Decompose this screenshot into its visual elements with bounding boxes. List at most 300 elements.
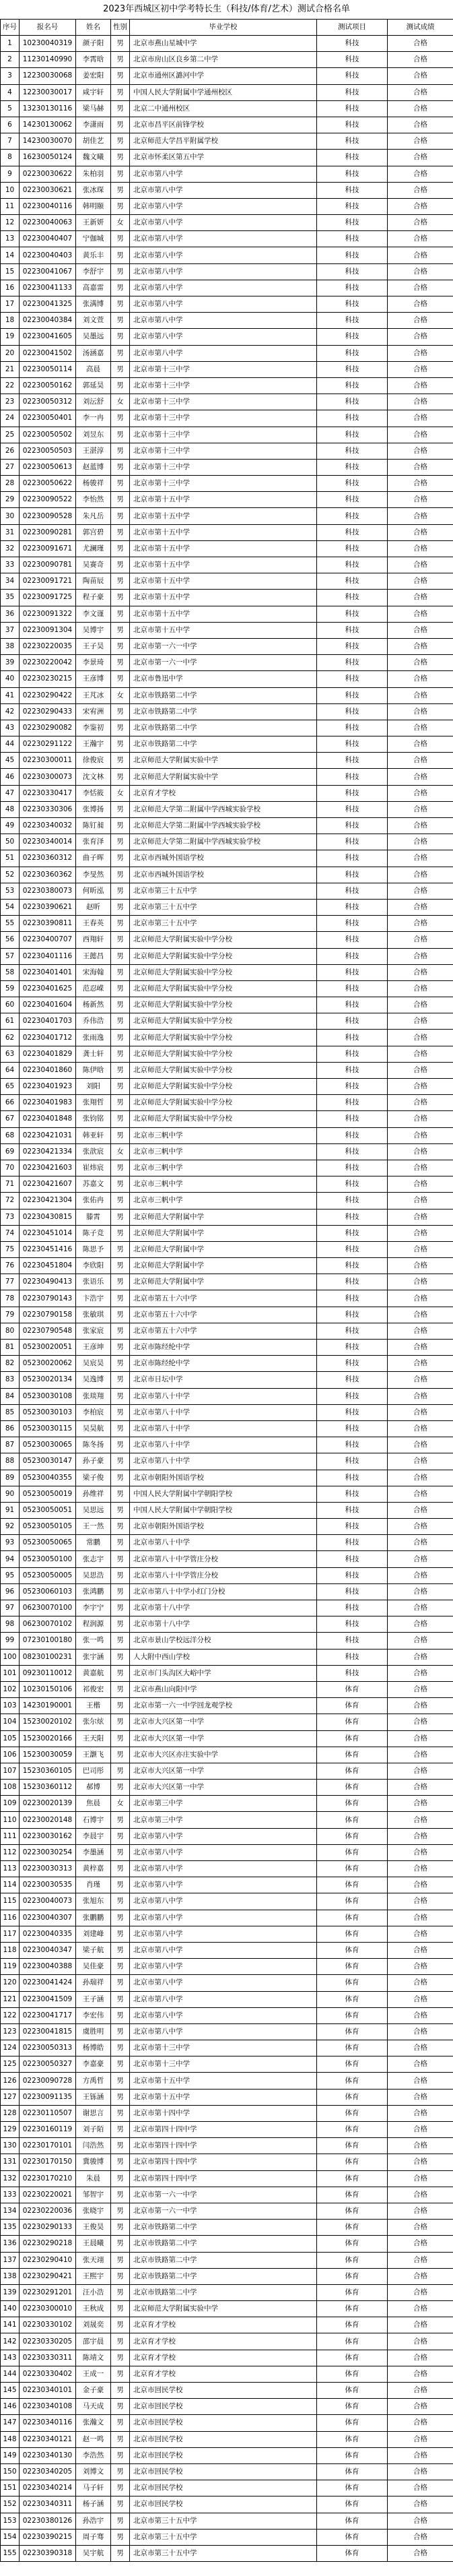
cell-result: 合格 — [388, 1600, 453, 1616]
table-row — [1, 427, 453, 443]
cell-gender: 男 — [111, 1160, 130, 1176]
cell-gender: 男 — [111, 1420, 130, 1437]
cell-result: 合格 — [388, 263, 453, 280]
cell-school: 北京市第三中学 — [130, 1812, 317, 1828]
table-row — [1, 1714, 453, 1730]
cell-test-item: 科技 — [317, 573, 388, 590]
table-row — [1, 117, 453, 133]
cell-gender: 男 — [111, 2187, 130, 2203]
cell-gender: 男 — [111, 2007, 130, 2023]
cell-reg-no: 02230290421 — [20, 2268, 76, 2284]
table-row — [1, 2040, 453, 2056]
cell-reg-no: 02230401923 — [20, 1079, 76, 1095]
cell-name: 朱晨 — [76, 2170, 111, 2187]
cell-seq: 7 — [1, 133, 20, 150]
cell-seq: 90 — [1, 1486, 20, 1502]
cell-name: 李晨宇 — [76, 1828, 111, 1844]
cell-gender: 男 — [111, 1616, 130, 1633]
cell-test-item: 科技 — [317, 1616, 388, 1633]
cell-reg-no: 02230390215 — [20, 2529, 76, 2545]
cell-name: 汤涵嘉 — [76, 345, 111, 361]
cell-result: 合格 — [388, 1796, 453, 1812]
table-row — [1, 850, 453, 867]
cell-seq: 152 — [1, 2496, 20, 2513]
cell-school: 北京市大兴区第一中学 — [130, 1763, 317, 1779]
cell-test-item: 体育 — [317, 2236, 388, 2252]
cell-school: 北京师范大学附属实验中学分校 — [130, 1046, 317, 1062]
cell-test-item: 体育 — [317, 1714, 388, 1730]
cell-school: 北京市第十三中学 — [130, 427, 317, 443]
cell-seq: 20 — [1, 345, 20, 361]
cell-school: 北京市第八十中学 — [130, 1437, 317, 1453]
cell-seq: 131 — [1, 2154, 20, 2170]
cell-gender: 男 — [111, 1714, 130, 1730]
cell-gender: 男 — [111, 1649, 130, 1665]
cell-reg-no: 05230050005 — [20, 1567, 76, 1583]
cell-seq: 139 — [1, 2284, 20, 2300]
cell-test-item: 科技 — [317, 1013, 388, 1030]
cell-reg-no: 02230050401 — [20, 410, 76, 427]
cell-gender: 男 — [111, 1747, 130, 1763]
cell-school: 北京师范大学附属中学 — [130, 1258, 317, 1274]
cell-seq: 37 — [1, 622, 20, 638]
cell-reg-no: 07230100180 — [20, 1633, 76, 1649]
table-row — [1, 1502, 453, 1518]
cell-name: 闫浩然 — [76, 2138, 111, 2154]
table-row — [1, 2073, 453, 2089]
cell-school: 北京市第八中学 — [130, 263, 317, 280]
cell-gender: 男 — [111, 1812, 130, 1828]
cell-school: 北京市铁路第二中学 — [130, 720, 317, 736]
cell-school: 北京市第八中学 — [130, 215, 317, 231]
cell-test-item: 体育 — [317, 1698, 388, 1714]
cell-seq: 78 — [1, 1290, 20, 1307]
cell-school: 北京市第八中学 — [130, 198, 317, 214]
cell-seq: 151 — [1, 2480, 20, 2496]
table-row — [1, 1437, 453, 1453]
cell-gender: 男 — [111, 1502, 130, 1518]
cell-name: 赵一鸣 — [76, 2431, 111, 2447]
cell-seq: 38 — [1, 638, 20, 654]
cell-reg-no: 15230020102 — [20, 1714, 76, 1730]
cell-seq: 89 — [1, 1470, 20, 1486]
cell-test-item: 体育 — [317, 2447, 388, 2463]
cell-name: 张满博 — [76, 296, 111, 313]
cell-reg-no: 02230340214 — [20, 2480, 76, 2496]
cell-school: 中国人民大学附属中学朝阳学校 — [130, 1486, 317, 1502]
cell-name: 李嘉豪 — [76, 2056, 111, 2073]
cell-seq: 26 — [1, 443, 20, 459]
cell-name: 李宏伟 — [76, 2007, 111, 2023]
cell-result: 合格 — [388, 2366, 453, 2382]
cell-result: 合格 — [388, 2154, 453, 2170]
cell-result: 合格 — [388, 1388, 453, 1404]
cell-result: 合格 — [388, 117, 453, 133]
cell-test-item: 科技 — [317, 377, 388, 394]
cell-test-item: 体育 — [317, 1828, 388, 1844]
cell-result: 合格 — [388, 2496, 453, 2513]
cell-test-item: 科技 — [317, 753, 388, 769]
cell-reg-no: 02230170150 — [20, 2154, 76, 2170]
cell-reg-no: 15230360105 — [20, 1763, 76, 1779]
cell-reg-no: 02230040063 — [20, 215, 76, 231]
cell-test-item: 科技 — [317, 52, 388, 68]
cell-test-item: 科技 — [317, 980, 388, 997]
cell-gender: 女 — [111, 785, 130, 801]
cell-school: 北京师范大学附属中学 — [130, 1209, 317, 1225]
cell-school: 北京市大兴区第一中学 — [130, 1714, 317, 1730]
cell-school: 北京市第十五中学 — [130, 606, 317, 622]
table-row — [1, 1209, 453, 1225]
table-row — [1, 573, 453, 590]
page-title: 2023年西城区初中学考特长生（科技/体育/艺术）测试合格名单 — [103, 4, 350, 14]
cell-reg-no: 02230340121 — [20, 2431, 76, 2447]
table-row — [1, 2431, 453, 2447]
cell-school: 北京市门头沟区大峪中学 — [130, 1665, 317, 1681]
cell-reg-no: 02230430815 — [20, 1209, 76, 1225]
cell-school: 中国人民大学附属中学朝阳学校 — [130, 1502, 317, 1518]
cell-gender: 男 — [111, 2105, 130, 2121]
cell-name: 刘晟奕 — [76, 2317, 111, 2333]
cell-result: 合格 — [388, 68, 453, 84]
cell-school: 北京市第十三中学 — [130, 2056, 317, 2073]
cell-school: 北京市第十三中学 — [130, 459, 317, 475]
cell-reg-no: 12230030017 — [20, 84, 76, 100]
cell-result: 合格 — [388, 1160, 453, 1176]
table-row — [1, 1111, 453, 1127]
cell-gender: 男 — [111, 1698, 130, 1714]
cell-result: 合格 — [388, 1209, 453, 1225]
table-row — [1, 932, 453, 948]
cell-reg-no: 02230421603 — [20, 1160, 76, 1176]
cell-name: 刘沄舒 — [76, 394, 111, 410]
cell-test-item: 科技 — [317, 720, 388, 736]
cell-school: 北京市鲁迅中学 — [130, 671, 317, 687]
cell-seq: 52 — [1, 867, 20, 883]
cell-gender: 男 — [111, 68, 130, 84]
cell-test-item: 科技 — [317, 68, 388, 84]
cell-seq: 126 — [1, 2073, 20, 2089]
cell-name: 王懿昌 — [76, 948, 111, 964]
cell-result: 合格 — [388, 655, 453, 671]
cell-gender: 男 — [111, 1340, 130, 1356]
table-row — [1, 2399, 453, 2415]
cell-result: 合格 — [388, 590, 453, 606]
cell-reg-no: 02230030621 — [20, 182, 76, 198]
cell-school: 北京市第八中学 — [130, 2023, 317, 2040]
cell-result: 合格 — [388, 2333, 453, 2350]
cell-seq: 2 — [1, 52, 20, 68]
cell-school: 北京市回民学校 — [130, 2383, 317, 2399]
cell-test-item: 科技 — [317, 117, 388, 133]
table-row — [1, 1013, 453, 1030]
cell-school: 北京市第十八中学 — [130, 1600, 317, 1616]
cell-school: 北京市第三十五中学 — [130, 916, 317, 932]
cell-result: 合格 — [388, 1437, 453, 1453]
cell-gender: 女 — [111, 687, 130, 703]
cell-test-item: 科技 — [317, 997, 388, 1013]
cell-school: 北京市日坛中学 — [130, 1372, 317, 1388]
cell-gender: 男 — [111, 899, 130, 915]
cell-name: 冀骏博 — [76, 2154, 111, 2170]
cell-gender: 男 — [111, 2284, 130, 2300]
cell-name: 杨博皓 — [76, 2040, 111, 2056]
cell-test-item: 体育 — [317, 1893, 388, 1910]
cell-name: 张语乐 — [76, 1274, 111, 1290]
cell-result: 合格 — [388, 231, 453, 247]
cell-result: 合格 — [388, 2073, 453, 2089]
table-row — [1, 1959, 453, 1975]
cell-test-item: 体育 — [317, 2138, 388, 2154]
cell-seq: 107 — [1, 1763, 20, 1779]
cell-name: 张宇涵 — [76, 1649, 111, 1665]
table-row — [1, 1404, 453, 1420]
cell-result: 合格 — [388, 2399, 453, 2415]
cell-seq: 11 — [1, 198, 20, 214]
cell-test-item: 体育 — [317, 2154, 388, 2170]
cell-seq: 17 — [1, 296, 20, 313]
table-row — [1, 867, 453, 883]
cell-reg-no: 02230340108 — [20, 2399, 76, 2415]
cell-school: 北京师范大学第二附属中学西城实验学校 — [130, 834, 317, 850]
cell-school: 北京市西城外国语学校 — [130, 850, 317, 867]
cell-school: 北京市第十三中学 — [130, 476, 317, 492]
cell-reg-no: 12230030068 — [20, 68, 76, 84]
cell-test-item: 体育 — [317, 1747, 388, 1763]
cell-result: 合格 — [388, 2447, 453, 2463]
table-row — [1, 394, 453, 410]
cell-school: 北京育才学校 — [130, 785, 317, 801]
cell-name: 张琰翔 — [76, 1388, 111, 1404]
cell-gender: 男 — [111, 964, 130, 980]
cell-name: 陈伊晗 — [76, 1062, 111, 1078]
cell-name: 张旭东 — [76, 1893, 111, 1910]
cell-gender: 女 — [111, 215, 130, 231]
cell-test-item: 科技 — [317, 540, 388, 557]
cell-test-item: 科技 — [317, 834, 388, 850]
cell-reg-no: 02230390811 — [20, 916, 76, 932]
cell-name: 王一然 — [76, 1519, 111, 1535]
cell-name: 李恬筱 — [76, 785, 111, 801]
cell-name: 李舒宇 — [76, 263, 111, 280]
cell-gender: 男 — [111, 1404, 130, 1420]
cell-test-item: 体育 — [317, 2284, 388, 2300]
cell-result: 合格 — [388, 1828, 453, 1844]
cell-gender: 男 — [111, 573, 130, 590]
cell-result: 合格 — [388, 1551, 453, 1567]
header-reg-no: 报名号 — [20, 20, 76, 36]
cell-name: 张尔炫 — [76, 1714, 111, 1730]
cell-name: 王瀚宇 — [76, 736, 111, 753]
cell-test-item: 体育 — [317, 2496, 388, 2513]
cell-result: 合格 — [388, 1698, 453, 1714]
cell-name: 邹智宇 — [76, 2187, 111, 2203]
cell-school: 北京市铁路第二中学 — [130, 703, 317, 720]
table-row — [1, 2105, 453, 2121]
cell-reg-no: 14230190001 — [20, 1698, 76, 1714]
cell-name: 王灏飞 — [76, 1747, 111, 1763]
table-row — [1, 753, 453, 769]
cell-seq: 112 — [1, 1844, 20, 1860]
cell-reg-no: 14230030070 — [20, 133, 76, 150]
cell-name: 张歆宸 — [76, 1143, 111, 1160]
cell-result: 合格 — [388, 1486, 453, 1502]
table-row — [1, 2529, 453, 2545]
cell-name: 谢思言 — [76, 2105, 111, 2121]
cell-reg-no: 02230340032 — [20, 818, 76, 834]
table-row — [1, 377, 453, 394]
cell-seq: 134 — [1, 2203, 20, 2219]
cell-reg-no: 02230090728 — [20, 2073, 76, 2089]
table-row — [1, 1844, 453, 1860]
cell-reg-no: 02230401829 — [20, 1046, 76, 1062]
table-row — [1, 1942, 453, 1958]
cell-reg-no: 02230340014 — [20, 834, 76, 850]
cell-reg-no: 05230020062 — [20, 1356, 76, 1372]
cell-name: 张佑冉 — [76, 1193, 111, 1209]
cell-school: 北京市第一六一中学 — [130, 638, 317, 654]
table-row — [1, 1290, 453, 1307]
cell-name: 朱凡岳 — [76, 508, 111, 524]
cell-test-item: 科技 — [317, 231, 388, 247]
cell-result: 合格 — [388, 1877, 453, 1893]
cell-result: 合格 — [388, 785, 453, 801]
cell-seq: 115 — [1, 1893, 20, 1910]
table-row — [1, 1780, 453, 1796]
cell-reg-no: 02230290218 — [20, 2236, 76, 2252]
cell-result: 合格 — [388, 1013, 453, 1030]
cell-test-item: 科技 — [317, 818, 388, 834]
table-row — [1, 2480, 453, 2496]
cell-school: 北京师范大学附属实验中学分校 — [130, 1095, 317, 1111]
cell-name: 吴逸博 — [76, 1372, 111, 1388]
cell-result: 合格 — [388, 1030, 453, 1046]
cell-school: 北京市第八中学 — [130, 1959, 317, 1975]
cell-gender: 男 — [111, 1519, 130, 1535]
cell-school: 北京市铁路第二中学 — [130, 2284, 317, 2300]
cell-reg-no: 02230220021 — [20, 2187, 76, 2203]
cell-seq: 110 — [1, 1812, 20, 1828]
cell-reg-no: 02230041133 — [20, 280, 76, 296]
cell-test-item: 体育 — [317, 1975, 388, 1991]
cell-name: 李旻然 — [76, 867, 111, 883]
cell-gender: 男 — [111, 1111, 130, 1127]
cell-seq: 51 — [1, 850, 20, 867]
cell-reg-no: 02230421031 — [20, 1127, 76, 1143]
table-row — [1, 84, 453, 100]
cell-school: 北京师范大学附属实验中学分校 — [130, 997, 317, 1013]
cell-name: 曲子晖 — [76, 850, 111, 867]
cell-seq: 25 — [1, 427, 20, 443]
cell-name: 陈思予 — [76, 1241, 111, 1257]
cell-result: 合格 — [388, 1893, 453, 1910]
cell-school: 北京市铁路第二中学 — [130, 2220, 317, 2236]
table-row — [1, 1372, 453, 1388]
cell-school: 北京市第八中学 — [130, 345, 317, 361]
cell-result: 合格 — [388, 476, 453, 492]
cell-name: 吴宇航 — [76, 2545, 111, 2561]
cell-school: 北京市第十五中学 — [130, 524, 317, 540]
cell-reg-no: 02230041424 — [20, 1975, 76, 1991]
cell-result: 合格 — [388, 36, 453, 52]
cell-name: 焦晨 — [76, 1796, 111, 1812]
cell-test-item: 科技 — [317, 638, 388, 654]
cell-reg-no: 02230451416 — [20, 1241, 76, 1257]
cell-gender: 男 — [111, 476, 130, 492]
cell-seq: 3 — [1, 68, 20, 84]
cell-school: 北京市第十五中学 — [130, 492, 317, 508]
cell-reg-no: 16230050124 — [20, 150, 76, 166]
cell-reg-no: 02230790158 — [20, 1307, 76, 1323]
cell-school: 北京市回民学校 — [130, 2496, 317, 2513]
cell-result: 合格 — [388, 2203, 453, 2219]
cell-test-item: 体育 — [317, 2203, 388, 2219]
table-row — [1, 1519, 453, 1535]
cell-result: 合格 — [388, 52, 453, 68]
cell-gender: 男 — [111, 2480, 130, 2496]
cell-school: 北京市昌平区前锋学校 — [130, 117, 317, 133]
cell-gender: 男 — [111, 2040, 130, 2056]
cell-gender: 男 — [111, 1209, 130, 1225]
cell-gender: 男 — [111, 1844, 130, 1860]
table-row — [1, 100, 453, 117]
cell-school: 北京市大兴区第一中学 — [130, 1730, 317, 1747]
cell-seq: 59 — [1, 980, 20, 997]
cell-school: 北京市陈经纶中学 — [130, 1356, 317, 1372]
table-row — [1, 231, 453, 247]
cell-reg-no: 02230050503 — [20, 443, 76, 459]
table-row — [1, 476, 453, 492]
cell-gender: 男 — [111, 247, 130, 263]
cell-name: 张天翊 — [76, 2252, 111, 2268]
cell-seq: 62 — [1, 1030, 20, 1046]
cell-seq: 77 — [1, 1274, 20, 1290]
cell-seq: 9 — [1, 166, 20, 182]
cell-seq: 117 — [1, 1926, 20, 1942]
cell-gender: 男 — [111, 296, 130, 313]
cell-test-item: 体育 — [317, 1812, 388, 1828]
cell-test-item: 体育 — [317, 2056, 388, 2073]
cell-name: 李欣阳 — [76, 1258, 111, 1274]
cell-test-item: 体育 — [317, 2431, 388, 2447]
cell-result: 合格 — [388, 1127, 453, 1143]
cell-name: 黄梓嘉 — [76, 1861, 111, 1877]
cell-reg-no: 02230090528 — [20, 508, 76, 524]
cell-test-item: 科技 — [317, 1290, 388, 1307]
cell-name: 肖瑾 — [76, 1877, 111, 1893]
cell-school: 北京市第八中学 — [130, 1828, 317, 1844]
table-row — [1, 1698, 453, 1714]
cell-gender: 男 — [111, 150, 130, 166]
cell-name: 吴思远 — [76, 1502, 111, 1518]
cell-test-item: 科技 — [317, 1307, 388, 1323]
cell-school: 北京市第八十中学 — [130, 1535, 317, 1551]
cell-reg-no: 02230451804 — [20, 1258, 76, 1274]
cell-result: 合格 — [388, 867, 453, 883]
cell-gender: 男 — [111, 834, 130, 850]
cell-gender: 男 — [111, 1095, 130, 1111]
cell-school: 北京市第八中学 — [130, 231, 317, 247]
cell-seq: 48 — [1, 801, 20, 817]
table-row — [1, 1828, 453, 1844]
cell-test-item: 科技 — [317, 410, 388, 427]
cell-seq: 23 — [1, 394, 20, 410]
cell-test-item: 科技 — [317, 932, 388, 948]
cell-result: 合格 — [388, 1323, 453, 1339]
cell-result: 合格 — [388, 1340, 453, 1356]
cell-reg-no: 06230070100 — [20, 1600, 76, 1616]
cell-reg-no: 02230330402 — [20, 2366, 76, 2382]
